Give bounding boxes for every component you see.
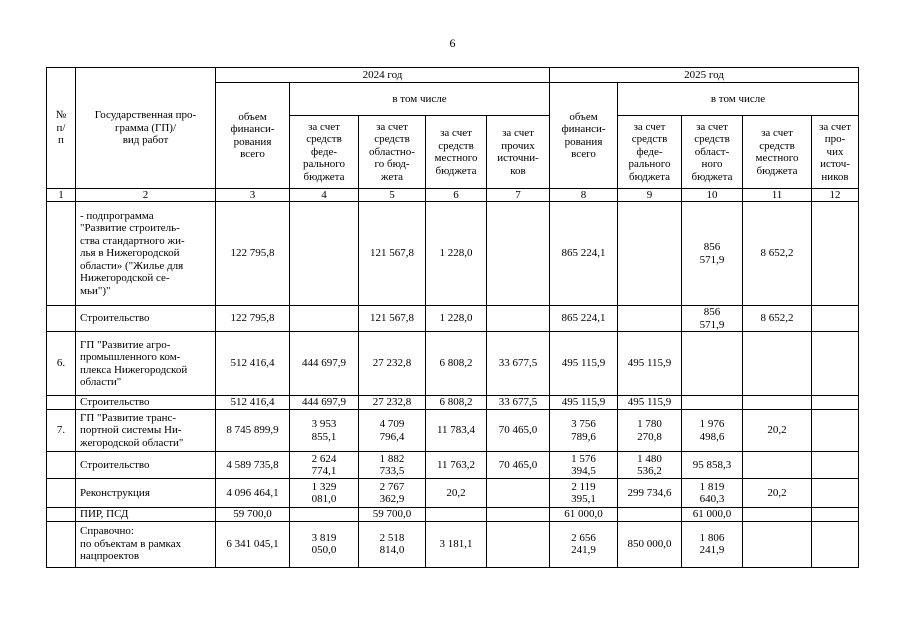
cell-value: 6 808,2 [426, 396, 487, 410]
cell-value: 495 115,9 [550, 332, 618, 396]
table-row [47, 202, 859, 306]
cell-value: 1 329 081,0 [290, 479, 359, 508]
row-name: Строительство [76, 306, 216, 332]
cell-value [812, 410, 859, 452]
cell-value [812, 202, 859, 306]
row-name: ПИР, ПСД [76, 508, 216, 522]
cell-value: 2 767 362,9 [359, 479, 426, 508]
row-name: Реконструкция [76, 479, 216, 508]
row-name: ГП "Развитие транс- портной системы Ни- жегородской области" [76, 410, 216, 452]
cell-value: 495 115,9 [618, 396, 682, 410]
cell-value: 6 341 045,1 [216, 521, 290, 567]
row-number [47, 508, 76, 522]
cell-value [487, 306, 550, 332]
cell-value [682, 396, 743, 410]
column-number: 12 [812, 189, 859, 202]
cell-value: 495 115,9 [618, 332, 682, 396]
cell-value: 3 819 050,0 [290, 521, 359, 567]
header-other-2025: за счет про- чих источ- ников [812, 116, 859, 189]
cell-value: 444 697,9 [290, 332, 359, 396]
cell-value: 121 567,8 [359, 202, 426, 306]
column-number: 7 [487, 189, 550, 202]
table-row [47, 452, 859, 479]
row-name: ГП "Развитие агро- промышленного ком- плекса Нижегородской области" [76, 332, 216, 396]
cell-value: 8 652,2 [743, 202, 812, 306]
row-number [47, 202, 76, 306]
header-year-2025: 2025 год [550, 68, 859, 83]
cell-value: 865 224,1 [550, 306, 618, 332]
header-federal-2024: за счет средств феде- рального бюджета [290, 116, 359, 189]
cell-value: 2 119 395,1 [550, 479, 618, 508]
cell-value [743, 521, 812, 567]
cell-value [618, 202, 682, 306]
row-name: Справочно: по объектам в рамках нацпроектов [76, 521, 216, 567]
header-other-2024: за счет прочих источни- ков [487, 116, 550, 189]
row-number [47, 521, 76, 567]
cell-value: 20,2 [743, 479, 812, 508]
table-row [47, 306, 859, 332]
cell-value: 3 953 855,1 [290, 410, 359, 452]
cell-value: 8 745 899,9 [216, 410, 290, 452]
cell-value: 20,2 [743, 410, 812, 452]
cell-value: 121 567,8 [359, 306, 426, 332]
cell-value: 512 416,4 [216, 332, 290, 396]
cell-value: 1 806 241,9 [682, 521, 743, 567]
cell-value [618, 508, 682, 522]
row-number [47, 396, 76, 410]
cell-value: 2 518 814,0 [359, 521, 426, 567]
cell-value: 1 480 536,2 [618, 452, 682, 479]
cell-value: 1 819 640,3 [682, 479, 743, 508]
column-number: 10 [682, 189, 743, 202]
cell-value: 59 700,0 [216, 508, 290, 522]
cell-value: 444 697,9 [290, 396, 359, 410]
table-row [47, 508, 859, 522]
cell-value: 4 589 735,8 [216, 452, 290, 479]
cell-value [487, 202, 550, 306]
cell-value [618, 306, 682, 332]
cell-value [743, 396, 812, 410]
header-incl-2025: в том числе [618, 83, 859, 116]
row-number [47, 306, 76, 332]
table-row [47, 396, 859, 410]
column-number: 5 [359, 189, 426, 202]
cell-value [290, 508, 359, 522]
cell-value: 95 858,3 [682, 452, 743, 479]
cell-value: 4 096 464,1 [216, 479, 290, 508]
cell-value [812, 332, 859, 396]
header-program: Государственная про- грамма (ГП)/ вид работ [76, 68, 216, 189]
cell-value: 850 000,0 [618, 521, 682, 567]
column-number: 4 [290, 189, 359, 202]
cell-value [812, 452, 859, 479]
cell-value: 3 756 789,6 [550, 410, 618, 452]
cell-value: 856 571,9 [682, 306, 743, 332]
cell-value [812, 479, 859, 508]
header-local-2025: за счет средств местного бюджета [743, 116, 812, 189]
cell-value [812, 396, 859, 410]
cell-value [812, 521, 859, 567]
cell-value: 11 763,2 [426, 452, 487, 479]
cell-value [743, 508, 812, 522]
cell-value [426, 508, 487, 522]
cell-value: 495 115,9 [550, 396, 618, 410]
cell-value [812, 508, 859, 522]
page-number: 6 [449, 36, 456, 50]
header-incl-2024: в том числе [290, 83, 550, 116]
cell-value: 59 700,0 [359, 508, 426, 522]
cell-value: 122 795,8 [216, 202, 290, 306]
financing-table [46, 67, 859, 568]
row-name: Строительство [76, 396, 216, 410]
cell-value: 3 181,1 [426, 521, 487, 567]
cell-value: 1 976 498,6 [682, 410, 743, 452]
cell-value: 856 571,9 [682, 202, 743, 306]
cell-value: 1 228,0 [426, 202, 487, 306]
cell-value: 11 783,4 [426, 410, 487, 452]
cell-value: 70 465,0 [487, 410, 550, 452]
row-number: 7. [47, 410, 76, 452]
cell-value [487, 508, 550, 522]
cell-value: 61 000,0 [550, 508, 618, 522]
row-number [47, 479, 76, 508]
cell-value: 27 232,8 [359, 332, 426, 396]
cell-value [487, 479, 550, 508]
column-number: 3 [216, 189, 290, 202]
cell-value: 33 677,5 [487, 332, 550, 396]
cell-value [743, 332, 812, 396]
cell-value: 122 795,8 [216, 306, 290, 332]
column-number: 8 [550, 189, 618, 202]
cell-value: 27 232,8 [359, 396, 426, 410]
column-number: 1 [47, 189, 76, 202]
cell-value [487, 521, 550, 567]
row-number: 6. [47, 332, 76, 396]
cell-value: 4 709 796,4 [359, 410, 426, 452]
table-row [47, 521, 859, 567]
cell-value [682, 332, 743, 396]
cell-value: 6 808,2 [426, 332, 487, 396]
cell-value: 1 780 270,8 [618, 410, 682, 452]
row-name: Строительство [76, 452, 216, 479]
cell-value: 2 624 774,1 [290, 452, 359, 479]
cell-value: 512 416,4 [216, 396, 290, 410]
cell-value: 299 734,6 [618, 479, 682, 508]
column-number: 6 [426, 189, 487, 202]
header-total-2024: объем финанси- рования всего [216, 83, 290, 189]
cell-value: 1 228,0 [426, 306, 487, 332]
cell-value: 8 652,2 [743, 306, 812, 332]
header-local-2024: за счет средств местного бюджета [426, 116, 487, 189]
cell-value [290, 202, 359, 306]
cell-value: 70 465,0 [487, 452, 550, 479]
column-number: 9 [618, 189, 682, 202]
cell-value [290, 306, 359, 332]
column-number: 2 [76, 189, 216, 202]
column-number: 11 [743, 189, 812, 202]
cell-value: 865 224,1 [550, 202, 618, 306]
cell-value: 1 882 733,5 [359, 452, 426, 479]
table-row [47, 332, 859, 396]
row-name: - подпрограмма "Развитие строитель- ства стандартного жи- лья в Нижегородской области» ("Жилье для Нижегородской се- мьи")" [76, 202, 216, 306]
table-row [47, 410, 859, 452]
header-num: № п/ п [47, 68, 76, 189]
cell-value: 20,2 [426, 479, 487, 508]
cell-value: 33 677,5 [487, 396, 550, 410]
cell-value: 2 656 241,9 [550, 521, 618, 567]
cell-value: 1 576 394,5 [550, 452, 618, 479]
cell-value [812, 306, 859, 332]
cell-value: 61 000,0 [682, 508, 743, 522]
row-number [47, 452, 76, 479]
header-year-2024: 2024 год [216, 68, 550, 83]
table-row [47, 479, 859, 508]
header-federal-2025: за счет средств феде- рального бюджета [618, 116, 682, 189]
header-regional-2025: за счет средств област- ного бюджета [682, 116, 743, 189]
header-total-2025: объем финанси- рования всего [550, 83, 618, 189]
header-regional-2024: за счет средств областно- го бюд- жета [359, 116, 426, 189]
cell-value [743, 452, 812, 479]
